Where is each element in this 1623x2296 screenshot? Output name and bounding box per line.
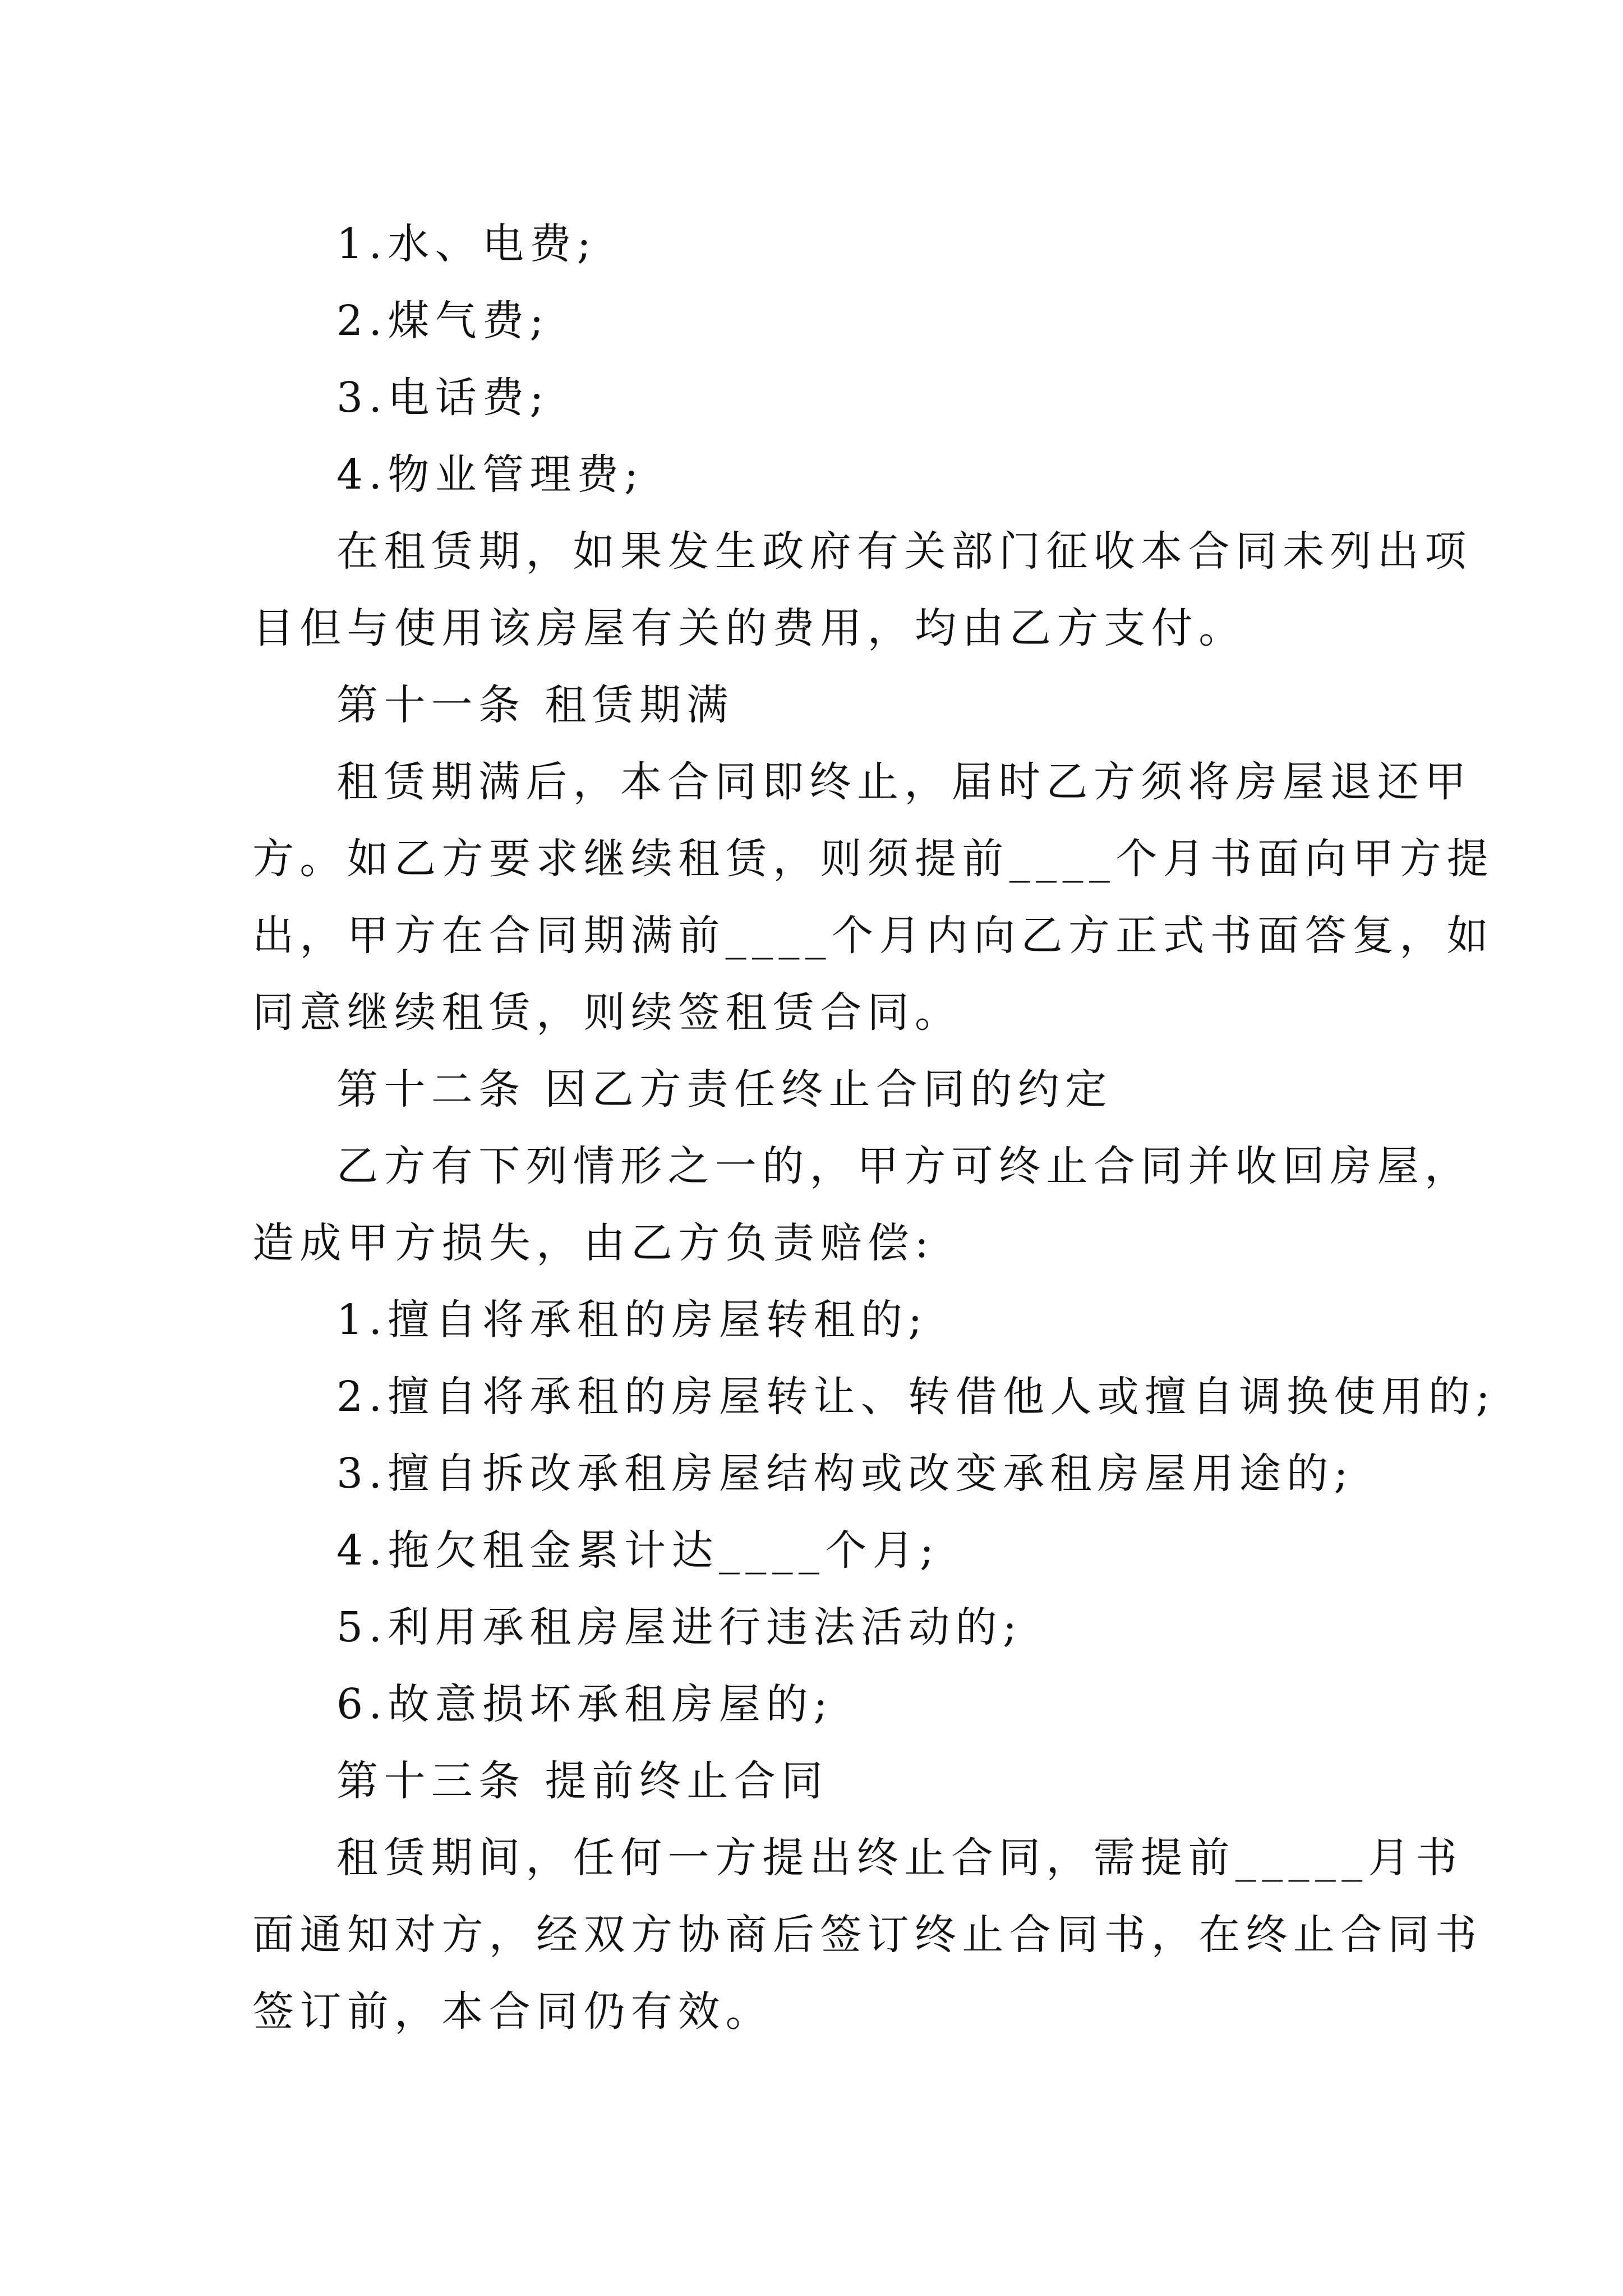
- article-11-heading: 第十一条 租赁期满: [336, 681, 734, 729]
- paragraph-line: 方。如乙方要求继续租赁，则须提前____个月书面向甲方提: [252, 835, 1495, 883]
- article-13-heading: 第十三条 提前终止合同: [336, 1757, 829, 1805]
- paragraph-line: 租赁期满后，本合同即终止，届时乙方须将房屋退还甲: [336, 758, 1472, 806]
- paragraph-line: 造成甲方损失，由乙方负责赔偿:: [252, 1219, 935, 1267]
- paragraph-line: 同意继续租赁，则续签租赁合同。: [252, 988, 962, 1037]
- paragraph-line: 面通知对方，经双方协商后签订终止合同书，在终止合同书: [252, 1911, 1483, 1959]
- article-12-heading: 第十二条 因乙方责任终止合同的约定: [336, 1065, 1113, 1114]
- paragraph-line: 出，甲方在合同期满前____个月内向乙方正式书面答复，如: [252, 912, 1495, 960]
- paragraph-line: 乙方有下列情形之一的，甲方可终止合同并收回房屋，: [336, 1142, 1472, 1190]
- paragraph-line: 签订前，本合同仍有效。: [252, 1987, 773, 2036]
- condition-item-4: 4.拖欠租金累计达____个月;: [336, 1526, 940, 1575]
- paragraph-line: 在租赁期，如果发生政府有关部门征收本合同未列出项: [336, 527, 1472, 576]
- fee-item-3: 3.电话费;: [336, 374, 550, 422]
- condition-item-1: 1.擅自将承租的房屋转租的;: [336, 1296, 928, 1344]
- paragraph-line: 目但与使用该房屋有关的费用，均由乙方支付。: [252, 604, 1246, 652]
- fee-item-4: 4.物业管理费;: [336, 450, 644, 499]
- fee-item-2: 2.煤气费;: [336, 297, 550, 345]
- condition-item-2: 2.擅自将承租的房屋转让、转借他人或擅自调换使用的;: [336, 1373, 1496, 1421]
- paragraph-line: 租赁期间，任何一方提出终止合同，需提前_____月书: [336, 1834, 1463, 1882]
- condition-item-5: 5.利用承租房屋进行违法活动的;: [336, 1603, 1023, 1651]
- condition-item-6: 6.故意损坏承租房屋的;: [336, 1680, 833, 1728]
- fee-item-1: 1.水、电费;: [336, 220, 597, 268]
- condition-item-3: 3.擅自拆改承租房屋结构或改变承租房屋用途的;: [336, 1450, 1354, 1498]
